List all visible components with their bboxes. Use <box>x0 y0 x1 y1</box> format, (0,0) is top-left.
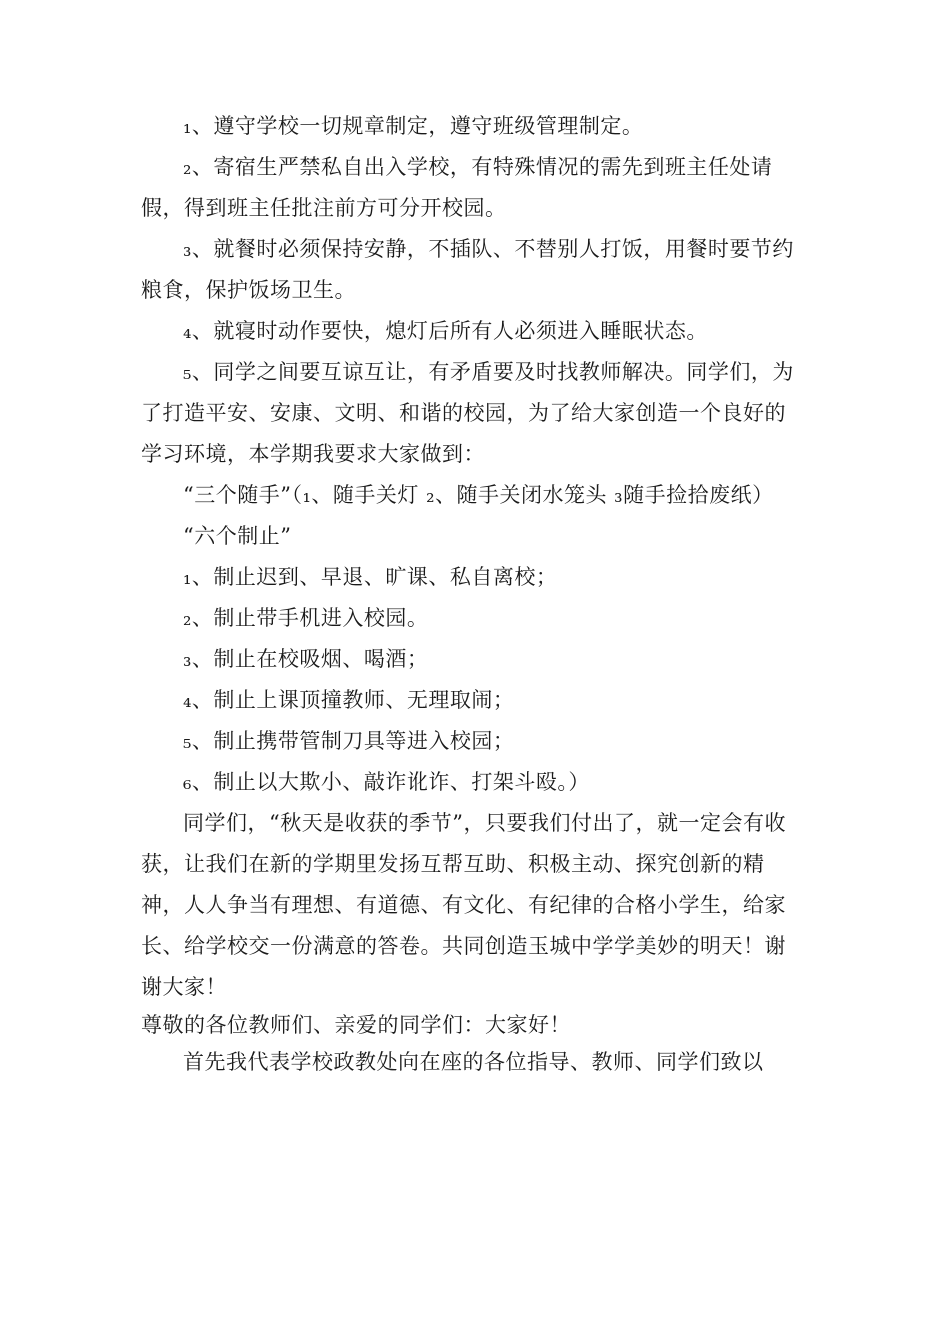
closing-paragraph: 同学们，“秋天是收获的季节”，只要我们付出了，就一定会有收获，让我们在新的学期里发扬互帮互助、积极主动、探究创新的精神，人人争当有理想、有道德、有文化、有纪律的合格小学生，给家长、给学校交一份满意的答卷。共同创造玉城中学学美妙的明天！谢谢大家！ <box>141 811 786 999</box>
rule-paragraph-5: ₅、同学之间要互谅互让，有矛盾要及时找教师解决。同学们，为了打造平安、安康、文明、和谐的校园，为了给大家创造一个良好的学习环境，本学期我要求大家做到： <box>141 360 794 466</box>
rule-paragraph-1: ₁、遵守学校一切规章制定，遵守班级管理制定。 <box>183 114 644 138</box>
prohibition-item-1: ₁、制止迟到、早退、旷课、私自离校； <box>183 565 558 589</box>
prohibition-item-2: ₂、制止带手机进入校园。 <box>183 606 429 630</box>
greeting-line: 尊敬的各位教师们、亲爱的同学们：大家好！ <box>141 1013 571 1037</box>
opening-paragraph: 首先我代表学校政教处向在座的各位指导、教师、同学们致以 <box>183 1050 764 1074</box>
rule-paragraph-3: ₃、就餐时必须保持安静，不插队、不替别人打饭，用餐时要节约粮食，保护饭场卫生。 <box>141 237 794 302</box>
prohibition-item-3: ₃、制止在校吸烟、喝酒； <box>183 647 429 671</box>
rule-paragraph-2: ₂、寄宿生严禁私自出入学校，有特殊情况的需先到班主任处请假，得到班主任批注前方可分开校园。 <box>141 155 773 220</box>
prohibition-item-6: ₆、制止以大欺小、敲诈讹诈、打架斗殴。） <box>183 770 590 794</box>
six-prohibitions-heading: “六个制止” <box>183 524 292 548</box>
document-body <box>141 106 806 1083</box>
prohibition-item-4: ₄、制止上课顶撞教师、无理取闹； <box>183 688 515 712</box>
prohibition-item-5: ₅、制止携带管制刀具等进入校园； <box>183 729 515 753</box>
rule-paragraph-4: ₄、就寝时动作要快，熄灯后所有人必须进入睡眠状态。 <box>183 319 708 343</box>
three-actions-paragraph: “三个随手”（₁、随手关灯 ₂、随手关闭水笼头 ₃随手捡拾废纸） <box>183 483 774 507</box>
